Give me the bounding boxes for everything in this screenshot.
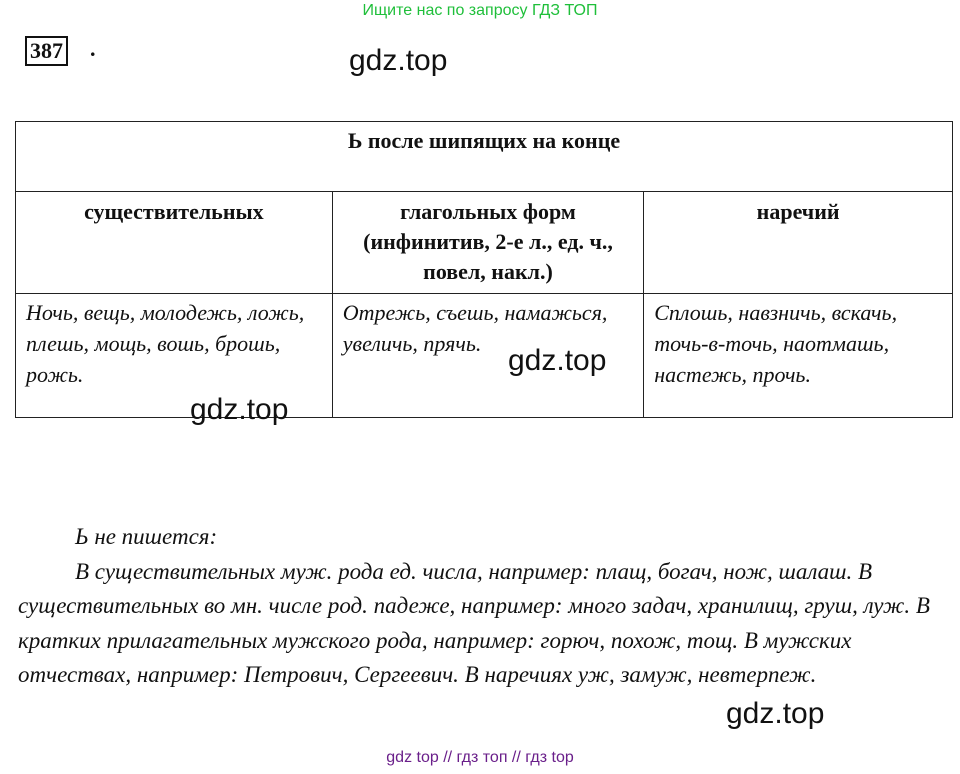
task-number-dot: . <box>90 36 96 61</box>
watermark: gdz.top <box>508 344 607 377</box>
examples-nouns: Ночь, вещь, молодежь, ложь, плешь, мощь, вошь, брошь, рожь. <box>16 294 333 418</box>
watermark: gdz.top <box>726 697 825 730</box>
watermark: gdz.top <box>349 44 448 77</box>
header-adverbs: наречий <box>644 192 953 294</box>
footer-links: gdz top // гдз топ // гдз top <box>386 749 574 766</box>
examples-adverbs: Сплошь, навзничь, вскачь, точь-в-точь, наотмашь, настежь, прочь. <box>644 294 953 418</box>
header-nouns: существительных <box>16 192 333 294</box>
examples-verb-forms: Отрежь, съешь, намажься, увеличь, прячь. <box>332 294 644 418</box>
task-number: 387 <box>25 36 68 66</box>
note-heading: Ь не пишется: <box>75 524 218 549</box>
rule-table <box>15 121 953 418</box>
note-text: В существительных муж. рода ед. числа, например: плащ, богач, нож, шалаш. В существительных во мн. числе род. падеже, например: много задач, хранилищ, груш, луж. В кратких прилагательных мужского рода, например: горюч, похож, тощ. В мужских отчествах, например: Петрович, Сергеевич. В наречиях уж, замуж, невтерпеж. <box>18 558 930 687</box>
watermark: gdz.top <box>190 393 289 426</box>
header-verb-forms: глагольных форм (инфинитив, 2-е л., ед. ч., повел, накл.) <box>332 192 644 294</box>
search-banner: Ищите нас по запросу ГДЗ ТОП <box>362 2 598 19</box>
rule-note <box>18 520 938 693</box>
table-title: Ь после шипящих на конце <box>16 122 953 192</box>
